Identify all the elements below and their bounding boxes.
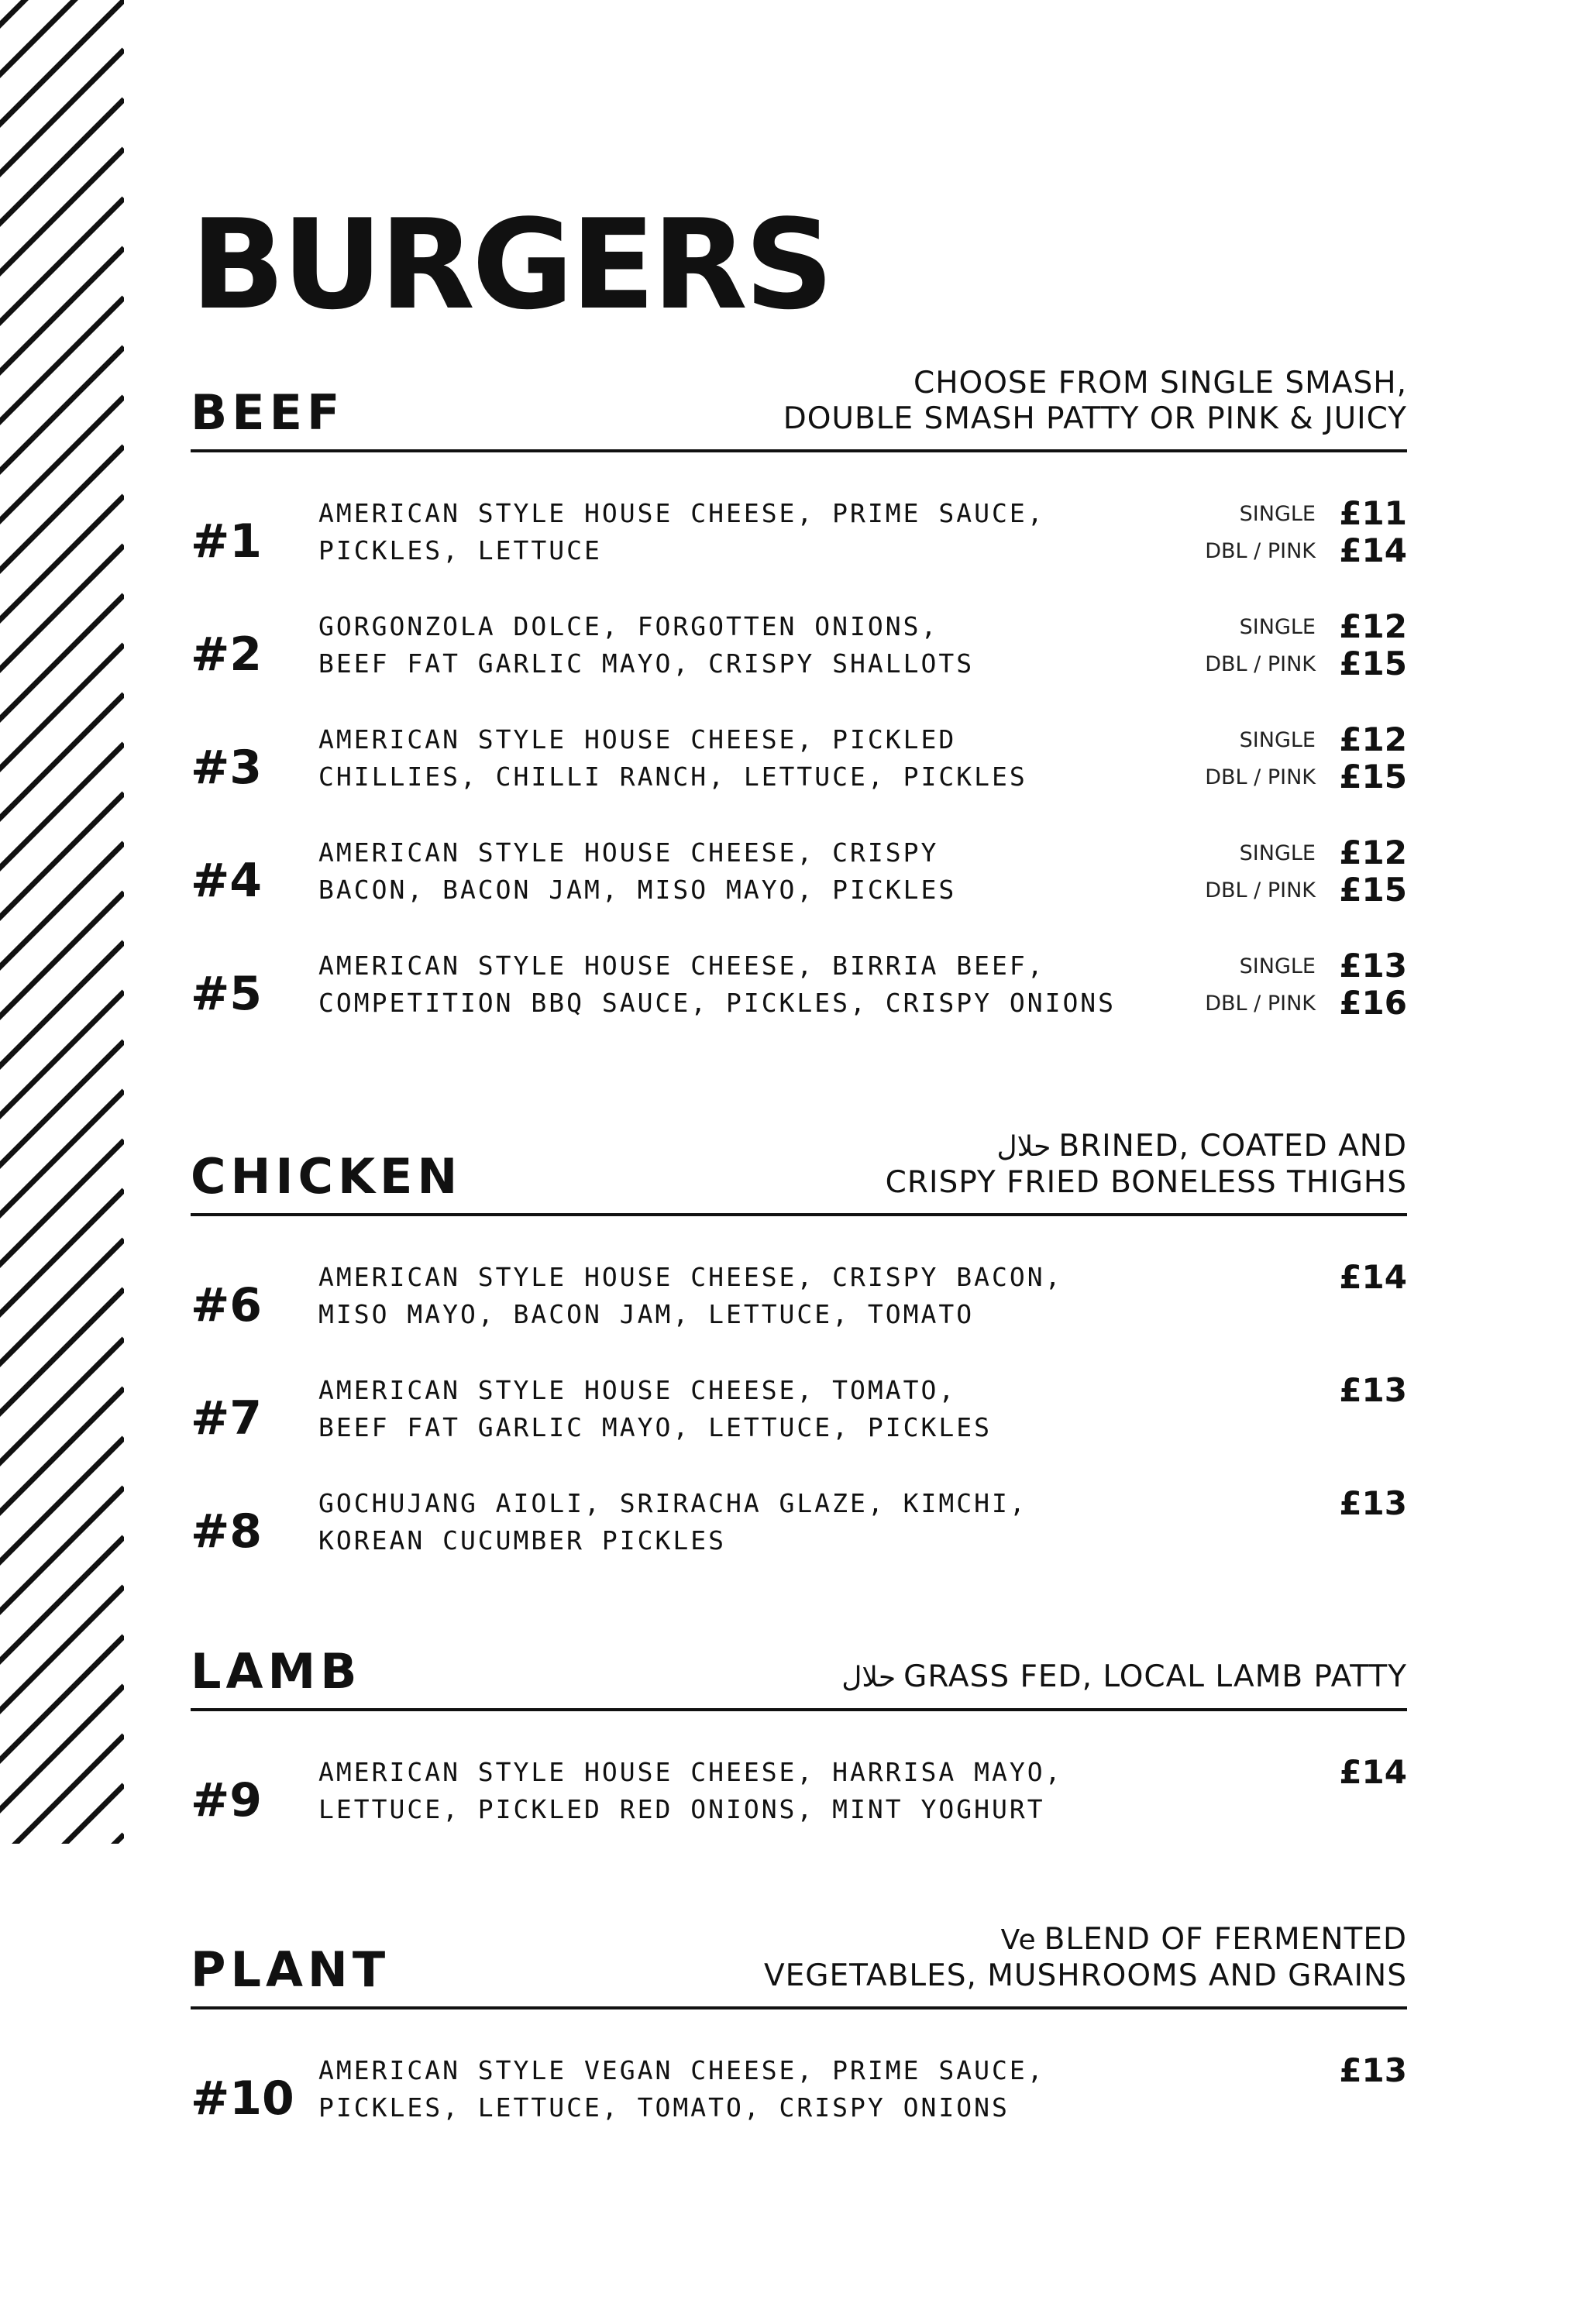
item-number: #9 bbox=[191, 1773, 263, 1827]
item-number: #7 bbox=[191, 1391, 263, 1446]
item-number: #10 bbox=[191, 2071, 294, 2126]
section-chicken bbox=[191, 1120, 1407, 1598]
item-price: £13 bbox=[1339, 1371, 1407, 1409]
section-title: PLANT bbox=[191, 1941, 391, 1998]
section-plant bbox=[191, 1913, 1407, 2165]
item-description: AMERICAN STYLE HOUSE CHEESE, HARRISA MAYO, LETTUCE, PICKLED RED ONIONS, MINT YOGHURT bbox=[318, 1757, 1063, 1824]
section-note-text: GRASS FED, LOCAL LAMB PATTY bbox=[903, 1659, 1407, 1694]
size-label: SINGLE bbox=[1239, 728, 1316, 752]
section-note-text: CHOOSE FROM SINGLE SMASH, bbox=[913, 366, 1407, 401]
item-description: AMERICAN STYLE HOUSE CHEESE, BIRRIA BEEF, COMPETITION BBQ SAUCE, PICKLES, CRISPY ONIONS bbox=[318, 951, 1117, 1018]
item-price: £16 bbox=[1339, 984, 1407, 1022]
section-note-line bbox=[783, 401, 1407, 437]
section-note-line bbox=[783, 366, 1407, 401]
size-label: SINGLE bbox=[1239, 841, 1316, 865]
item-description: GOCHUJANG AIOLI, SRIRACHA GLAZE, KIMCHI, KOREAN CUCUMBER PICKLES bbox=[318, 1488, 1027, 1556]
section-note bbox=[783, 366, 1407, 437]
item-price: £15 bbox=[1339, 645, 1407, 682]
item-description: AMERICAN STYLE VEGAN CHEESE, PRIME SAUCE, PICKLES, LETTUCE, TOMATO, CRISPY ONIONS bbox=[318, 2055, 1045, 2123]
item-price: £14 bbox=[1339, 1258, 1407, 1296]
item-description: AMERICAN STYLE HOUSE CHEESE, CRISPY BACON, MISO MAYO, BACON JAM, LETTUCE, TOMATO bbox=[318, 1262, 1063, 1329]
menu-item bbox=[191, 1259, 1407, 1372]
section-title: CHICKEN bbox=[191, 1148, 463, 1205]
size-label: DBL / PINK bbox=[1205, 539, 1316, 563]
section-note bbox=[764, 1922, 1407, 1994]
menu-item bbox=[191, 495, 1407, 608]
size-label: DBL / PINK bbox=[1205, 765, 1316, 789]
item-description: GORGONZOLA DOLCE, FORGOTTEN ONIONS, BEEF FAT GARLIC MAYO, CRISPY SHALLOTS bbox=[318, 611, 975, 679]
item-price: £13 bbox=[1339, 1484, 1407, 1522]
item-price: £12 bbox=[1339, 834, 1407, 871]
section-title: BEEF bbox=[191, 384, 345, 441]
item-list bbox=[191, 1711, 1407, 1867]
item-price: £15 bbox=[1339, 871, 1407, 909]
menu-item bbox=[191, 834, 1407, 947]
size-label: DBL / PINK bbox=[1205, 992, 1316, 1016]
section-note-text: DOUBLE SMASH PATTY OR PINK & JUICY bbox=[783, 401, 1407, 436]
item-number: #6 bbox=[191, 1278, 263, 1332]
item-number: #4 bbox=[191, 854, 263, 908]
menu-item bbox=[191, 1754, 1407, 1867]
section-note-line bbox=[764, 1922, 1407, 1958]
item-list bbox=[191, 452, 1407, 1061]
item-price: £13 bbox=[1339, 2051, 1407, 2089]
section-note-line bbox=[764, 1958, 1407, 1994]
menu-item bbox=[191, 947, 1407, 1061]
item-price: £13 bbox=[1339, 947, 1407, 985]
item-list bbox=[191, 1216, 1407, 1598]
menu-item bbox=[191, 1485, 1407, 1598]
section-note-text: BRINED, COATED AND bbox=[1058, 1129, 1407, 1164]
section-beef bbox=[191, 356, 1407, 1061]
page-title: BURGERS bbox=[191, 192, 831, 337]
size-label: DBL / PINK bbox=[1205, 652, 1316, 676]
section-note-line bbox=[886, 1165, 1407, 1201]
section-note-text: VEGETABLES, MUSHROOMS AND GRAINS bbox=[763, 1958, 1407, 1993]
section-header bbox=[191, 1120, 1407, 1216]
item-number: #1 bbox=[191, 514, 263, 569]
menu-item bbox=[191, 2052, 1407, 2165]
item-number: #8 bbox=[191, 1504, 263, 1559]
section-note-line bbox=[886, 1129, 1407, 1165]
section-header bbox=[191, 1913, 1407, 2009]
menu-item bbox=[191, 1372, 1407, 1485]
item-price: £11 bbox=[1339, 494, 1407, 532]
item-price: £15 bbox=[1339, 758, 1407, 796]
section-title: LAMB bbox=[191, 1643, 362, 1700]
section-lamb bbox=[191, 1615, 1407, 1867]
section-note-line bbox=[841, 1659, 1407, 1696]
item-number: #2 bbox=[191, 627, 263, 682]
item-description: AMERICAN STYLE HOUSE CHEESE, PRIME SAUCE, PICKLES, LETTUCE bbox=[318, 498, 1045, 566]
item-list bbox=[191, 2009, 1407, 2165]
section-note bbox=[886, 1129, 1407, 1201]
item-description: AMERICAN STYLE HOUSE CHEESE, PICKLED CHILLIES, CHILLI RANCH, LETTUCE, PICKLES bbox=[318, 724, 1027, 792]
size-label: SINGLE bbox=[1239, 502, 1316, 526]
section-note-text: CRISPY FRIED BONELESS THIGHS bbox=[885, 1165, 1407, 1200]
item-number: #3 bbox=[191, 741, 263, 795]
diagonal-stripes-decoration bbox=[0, 0, 124, 1844]
item-price: £14 bbox=[1339, 1753, 1407, 1791]
size-label: DBL / PINK bbox=[1205, 878, 1316, 902]
halal-icon: حلال bbox=[996, 1131, 1051, 1163]
item-description: AMERICAN STYLE HOUSE CHEESE, TOMATO, BEEF FAT GARLIC MAYO, LETTUCE, PICKLES bbox=[318, 1375, 992, 1442]
halal-icon: حلال bbox=[841, 1662, 896, 1693]
item-price: £12 bbox=[1339, 607, 1407, 645]
size-label: SINGLE bbox=[1239, 954, 1316, 978]
vegan-icon: Ve bbox=[1000, 1924, 1037, 1956]
item-number: #5 bbox=[191, 967, 263, 1021]
section-note-text: BLEND OF FERMENTED bbox=[1044, 1922, 1407, 1957]
section-header bbox=[191, 356, 1407, 452]
item-description: AMERICAN STYLE HOUSE CHEESE, CRISPY BACON, BACON JAM, MISO MAYO, PICKLES bbox=[318, 837, 957, 905]
section-header bbox=[191, 1615, 1407, 1711]
menu-item bbox=[191, 608, 1407, 721]
item-price: £14 bbox=[1339, 531, 1407, 569]
item-price: £12 bbox=[1339, 720, 1407, 758]
menu-item bbox=[191, 721, 1407, 834]
size-label: SINGLE bbox=[1239, 615, 1316, 639]
section-note bbox=[841, 1659, 1407, 1696]
